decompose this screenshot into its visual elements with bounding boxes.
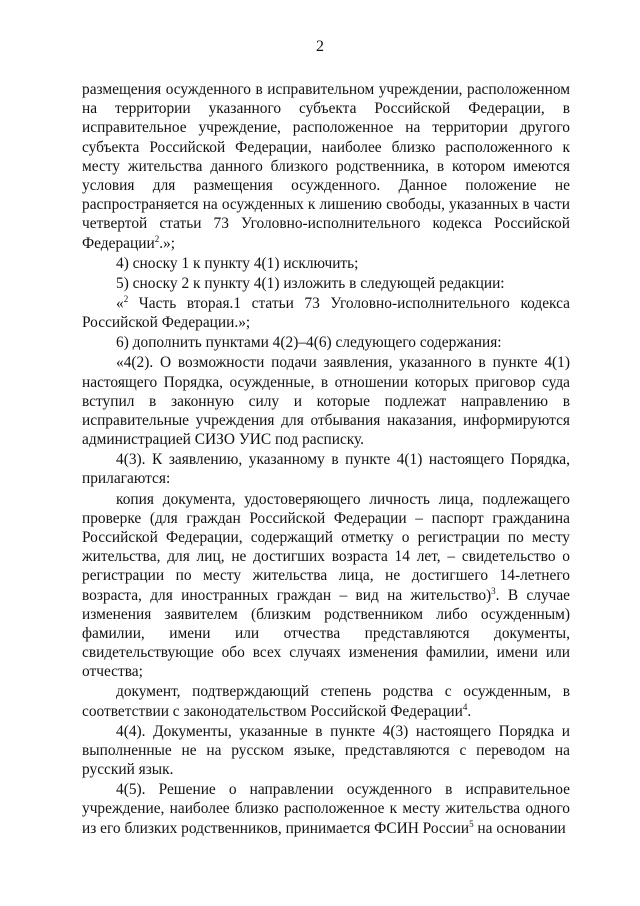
paragraph-4-3: 4(3). К заявлению, указанному в пункте 4(1) настоящего Порядка, прилагаются:	[82, 451, 570, 488]
paragraph-item-6: 6) дополнить пунктами 4(2)–4(6) следующего содержания:	[116, 334, 502, 352]
paragraph-4-4: 4(4). Документы, указанные в пункте 4(3) настоящего Порядка и выполненные не на русском языке, представляются с переводом на русский язык.	[82, 722, 570, 779]
footnote-ref: 2	[123, 293, 129, 304]
paragraph-footnote-2-text: «$^2$ Часть вторая.1 статьи 73 Уголовно-исполнительного кодекса Российской Федерации.»;	[82, 293, 570, 332]
paragraph-item-5: 5) сноску 2 к пункту 4(1) изложить в следующей редакции:	[116, 274, 505, 292]
footnote-ref: 5	[469, 818, 474, 829]
footnote-ref: 3	[491, 585, 496, 596]
paragraph-4-2: «4(2). О возможности подачи заявления, указанного в пункте 4(1) настоящего Порядка, осужденные, в отношении которых приговор суда вступил в законную силу и которые подлежат направлению в исправительные учреждения для отбывания наказания, информируются администрацией СИЗО УИС под расписку.	[82, 354, 570, 449]
footnote-ref: 2	[154, 233, 160, 244]
document-body	[82, 80, 570, 838]
paragraph-kinship-document: документ, подтверждающий степень родства с осужденным, в соответствии с законодательством Российской Федерации$^4$.	[82, 683, 570, 720]
footnote-ref: 4	[462, 701, 468, 712]
paragraph-identity-document: копия документа, удостоверяющего личность лица, подлежащего проверке (для граждан Российской Федерации – паспорт гражданина Российской Федерации, содержащий отметку о регистрации по месту жительства, для лиц, не достигших возраста 14 лет, – свидетельство о регистрации по месту жительства лица, не достигшего 14-летнего возраста, для иностранных граждан – вид на жительство)$^3$. В случае изменения заявителем (близким родственником либо осужденным) фамилии, имени или отчества представляются документы, свидетельствующие обо всех случаях изменения фамилии, имени или отчества;	[82, 490, 571, 681]
paragraph-4-5: 4(5). Решение о направлении осужденного в исправительное учреждение, наиболее близко расположенное к месту жительства одного из его близких родственников, принимается ФСИН России$^5$ на основании	[82, 781, 570, 837]
page-number: 2	[316, 38, 324, 55]
paragraph-continuation: размещения осужденного в исправительном учреждении, расположенном на территории указанного субъекта Российской Федерации, в исправительное учреждение, расположенное на территории другого субъекта Российской Федерации, наиболее близко расположенного к месту жительства данного близкого родственника, в котором имеются условия для размещения осужденного. Данное положение не распространяется на осужденных к лишению свободы, указанных в части четвертой статьи 73 Уголовно-исполнительного кодекса Российской Федерации$^2$.»;	[82, 81, 570, 252]
paragraph-item-4: 4) сноску 1 к пункту 4(1) исключить;	[116, 254, 359, 272]
